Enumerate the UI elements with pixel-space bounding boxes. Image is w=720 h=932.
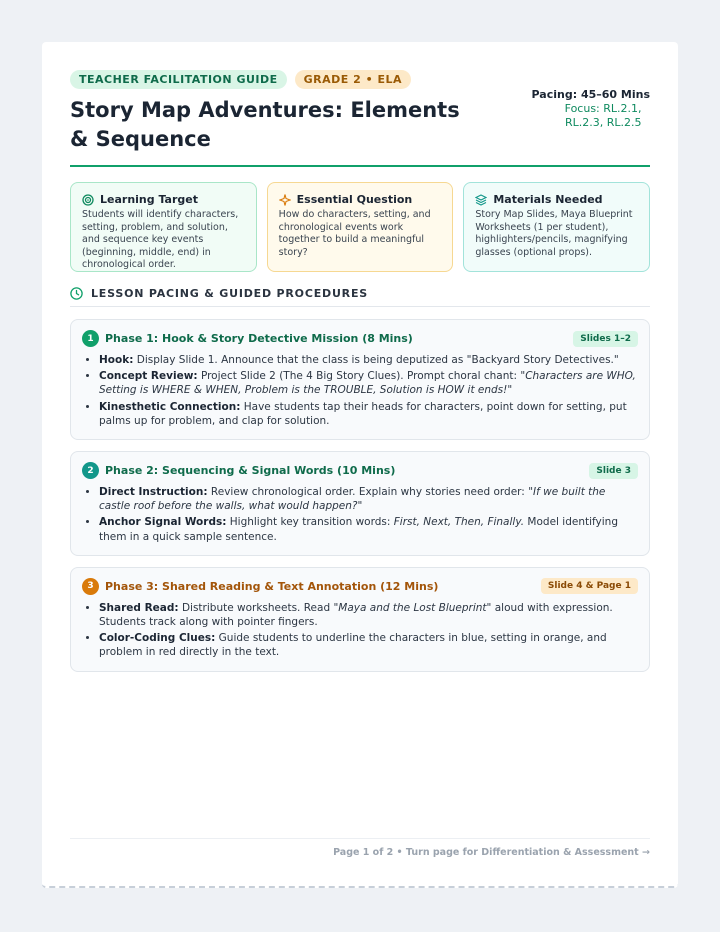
target-icon (82, 194, 94, 206)
phase-title: Phase 1: Hook & Story Detective Mission (8 Mins) (105, 332, 413, 345)
page-title: Story Map Adventures: Elements & Sequence (70, 98, 460, 151)
focus-standards: Focus: RL.2.1, RL.2.3, RL.2.5 (564, 102, 642, 129)
card-title: Materials Needed (493, 193, 603, 206)
section-heading (70, 287, 650, 307)
list-item: • Shared Read: Distribute worksheets. Read "Maya and the Lost Blueprint" aloud with expression. Students track along with pointer fingers. (99, 601, 638, 629)
list-item: • Hook: Display Slide 1. Announce that the class is being deputized as "Backyard Story Detectives." (99, 353, 638, 367)
sparkle-icon (279, 194, 291, 206)
phase-card (70, 319, 650, 440)
slide-badge: Slide 4 & Page 1 (541, 578, 638, 594)
list-item: • Direct Instruction: Review chronological order. Explain why stories need order: "If we built the castle roof before the walls, what would happen?" (99, 485, 638, 513)
list-item: • Concept Review: Project Slide 2 (The 4 Big Story Clues). Prompt choral chant: "Characters are WHO, Setting is WHERE & WHEN, Problem is the TROUBLE, Solution is HOW it ends!" (99, 369, 638, 397)
worksheet-page (42, 42, 678, 888)
list-item: • Kinesthetic Connection: Have students tap their heads for characters, point down for setting, put palms up for problem, and clap for solution. (99, 400, 638, 428)
card-title: Essential Question (296, 193, 413, 206)
layers-icon (475, 194, 487, 206)
guide-tag: TEACHER FACILITATION GUIDE (70, 70, 287, 89)
list-item: • Anchor Signal Words: Highlight key transition words: First, Next, Then, Finally. Model identifying them in a quick sample sentence. (99, 515, 638, 543)
phase-card (70, 451, 650, 556)
card-text: Students will identify characters, setting, problem, and solution, and sequence key events (beginning, middle, end) in chronological order. (82, 209, 239, 270)
grade-tag: GRADE 2 • ELA (295, 70, 411, 89)
clock-icon (70, 287, 83, 300)
essential-question-card (267, 182, 454, 272)
tag-row (70, 70, 650, 89)
slide-badge: Slides 1–2 (573, 331, 638, 347)
learning-target-card (70, 182, 257, 272)
section-title: LESSON PACING & GUIDED PROCEDURES (91, 287, 368, 300)
list-item: • Color-Coding Clues: Guide students to underline the characters in blue, setting in orange, and problem in red directly in the text. (99, 631, 638, 659)
card-text: Story Map Slides, Maya Blueprint Worksheets (1 per student), highlighters/pencils, magnifying glasses (optional props). (475, 209, 633, 258)
phase-title: Phase 2: Sequencing & Signal Words (10 Mins) (105, 464, 396, 478)
card-text: How do characters, setting, and chronological events work together to build a meaningful story? (278, 209, 431, 258)
phase-card (70, 567, 650, 672)
materials-card (463, 182, 650, 272)
slide-badge: Slide 3 (589, 463, 638, 479)
phase-title: Phase 3: Shared Reading & Text Annotation (12 Mins) (105, 579, 439, 593)
phases-list (70, 319, 650, 672)
phase-number: 3 (82, 578, 99, 595)
page-footer: Page 1 of 2 • Turn page for Differentiation & Assessment → (70, 838, 650, 858)
title-divider (70, 165, 650, 167)
pacing-text: Pacing: 45–60 Mins (531, 88, 650, 101)
lesson-meta (532, 88, 650, 154)
phase-number: 2 (82, 462, 99, 479)
phase-number: 1 (82, 330, 99, 347)
card-title: Learning Target (100, 193, 198, 206)
